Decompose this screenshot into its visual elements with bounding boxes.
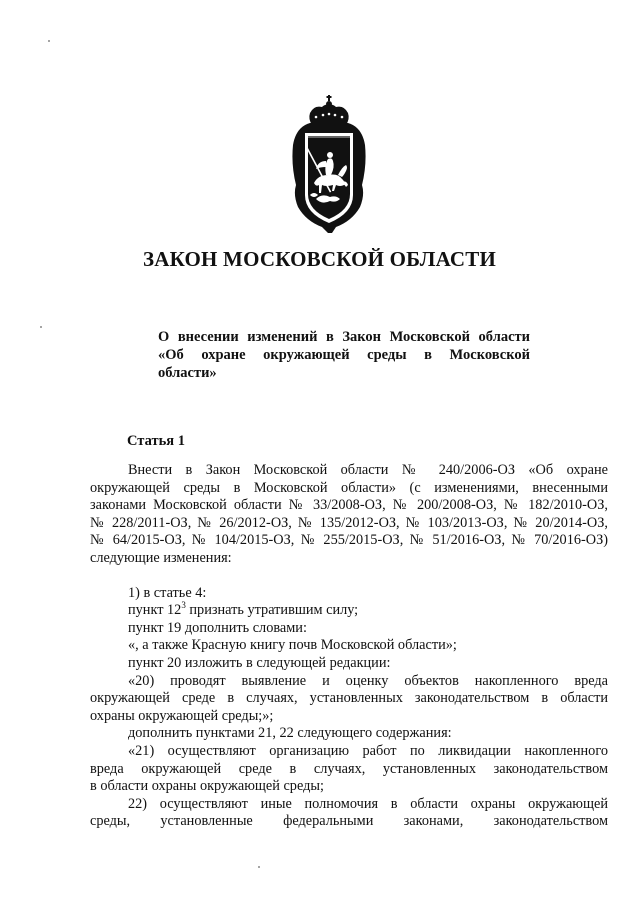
item-1-point-20: пункт 20 изложить в следующей редакции: [128, 654, 391, 671]
text-line: среды, установленные федеральными законами, законодательством [90, 813, 608, 830]
text-line: № 228/2011-ОЗ, № 26/2012-ОЗ, № 135/2012-ОЗ, № 103/2013-ОЗ, № 20/2014-ОЗ, [90, 514, 608, 531]
scan-speck [48, 40, 50, 42]
text-line: 22) осуществляют иные полномочия в области охраны окружающей [128, 795, 608, 812]
text-line: Внести в Закон Московской области № 240/2006-ОЗ «Об охране [128, 462, 608, 478]
coat-of-arms-icon [288, 95, 370, 235]
text-line: вреда окружающей среде в случаях, установленных законодательством [90, 760, 608, 777]
point-12-prefix: пункт 12 [128, 602, 182, 619]
document-subject [158, 328, 530, 382]
text-line: окружающей среде в случаях, установленных законодательством в области [90, 690, 608, 707]
text-line: охраны окружающей среды;»; [90, 707, 274, 724]
text-line: «21) осуществляют организацию работ по ликвидации накопленного [128, 742, 608, 759]
add-points-line: дополнить пунктами 21, 22 следующего содержания: [128, 725, 452, 742]
point-21-paragraph [90, 743, 608, 796]
text-line: законами Московской области № 33/2008-ОЗ, № 200/2008-ОЗ, № 182/2010-ОЗ, [90, 497, 608, 514]
text-line: окружающей среды в Московской области» (с изменениями, внесенными [90, 479, 608, 496]
item-1-point-19-text: «, а также Красную книгу почв Московской области»; [128, 637, 457, 654]
subject-line: области» [158, 365, 217, 381]
scan-speck [40, 326, 42, 328]
subject-line: О внесении изменений в Закон Московской области [158, 329, 530, 345]
article-heading: Статья 1 [127, 433, 185, 449]
document-title: ЗАКОН МОСКОВСКОЙ ОБЛАСТИ [142, 247, 497, 271]
item-1-point-19: пункт 19 дополнить словами: [128, 619, 307, 636]
item-1-label: 1) в статье 4: [128, 584, 207, 601]
text-line: № 64/2015-ОЗ, № 104/2015-ОЗ, № 255/2015-ОЗ, № 51/2016-ОЗ, № 70/2016-ОЗ) [90, 532, 608, 549]
scan-speck [258, 866, 260, 868]
text-line: следующие изменения: [90, 549, 232, 566]
item-1-point-12 [90, 602, 608, 620]
intro-paragraph [90, 462, 608, 568]
subject-line: «Об охране окружающей среды в Московской [158, 347, 530, 363]
point-22-paragraph [90, 796, 608, 831]
point-12-suffix: признать утратившим силу; [185, 602, 359, 619]
point-12-superscript: 3 [181, 600, 186, 611]
paragraph-gap [90, 568, 608, 585]
text-line: «20) проводят выявление и оценку объектов накопленного вреда [128, 672, 608, 689]
document-body [90, 462, 608, 831]
text-line: в области охраны окружающей среды; [90, 778, 324, 795]
point-20-paragraph [90, 673, 608, 726]
